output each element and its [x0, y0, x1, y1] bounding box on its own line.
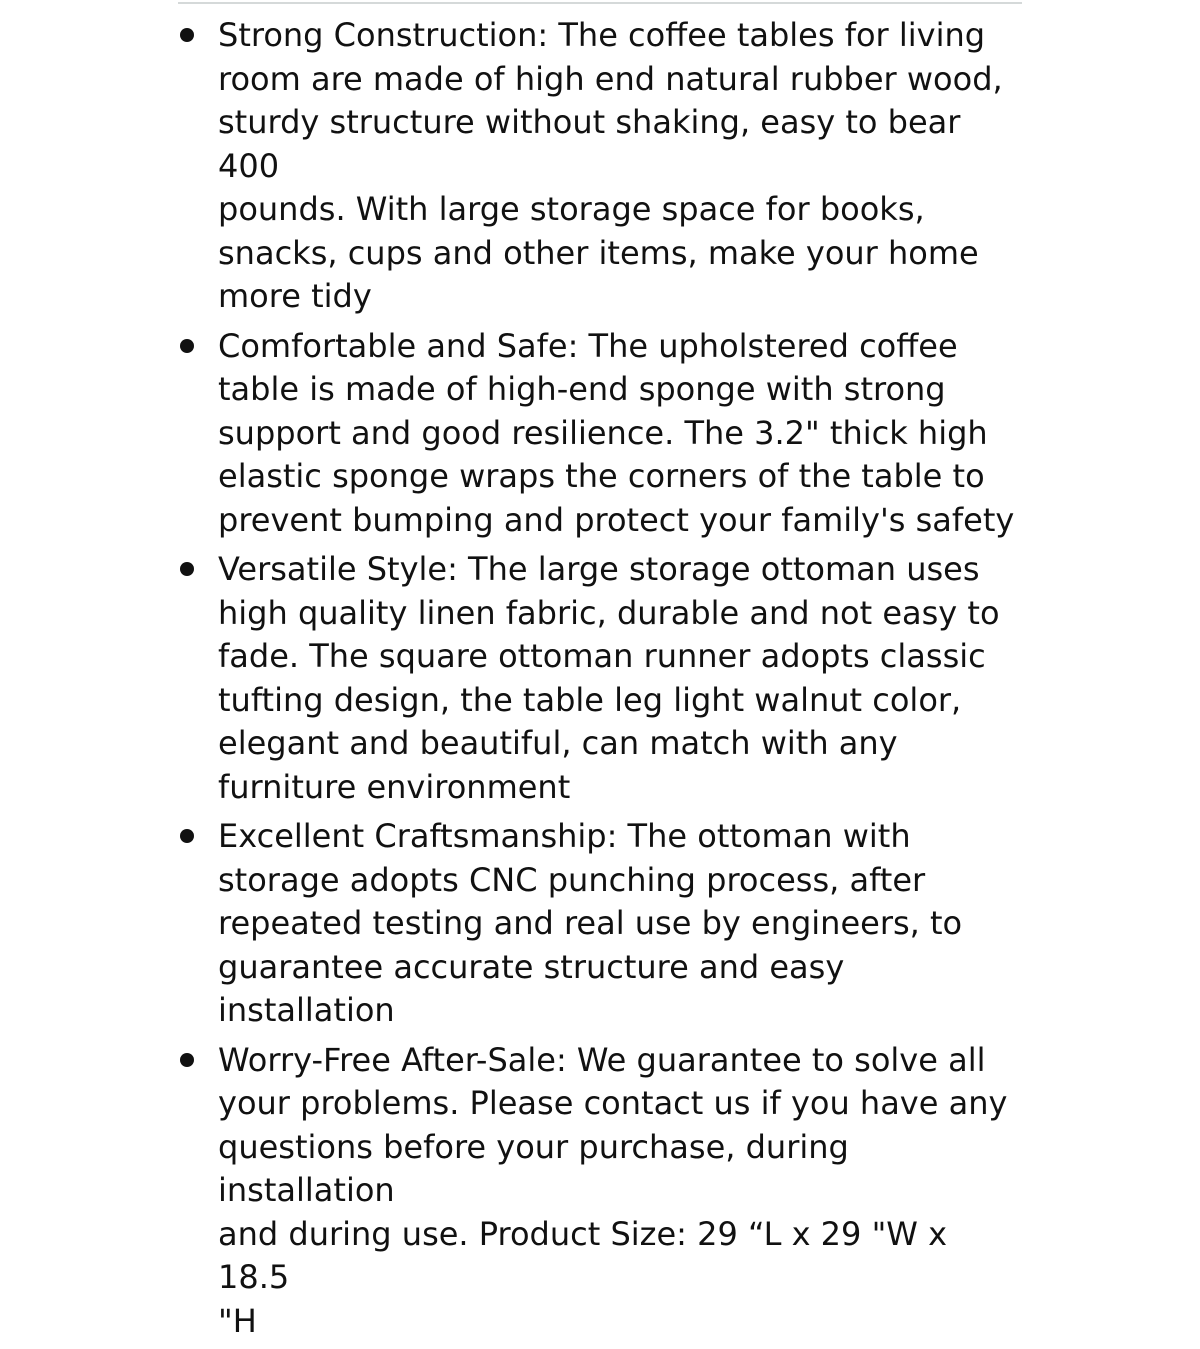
bullet-icon	[180, 1053, 194, 1067]
list-item	[0, 815, 1018, 1033]
list-item	[0, 325, 1018, 543]
feature-text: Worry-Free After-Sale: We guarantee to solve all your problems. Please contact us if you have any questions before your purchase, during installation and during use. Product Size: 29 “L x 29 "W x 18.5 "H	[218, 1040, 1008, 1340]
list-item	[0, 1039, 1018, 1344]
list-item	[0, 14, 1018, 319]
bullet-icon	[180, 28, 194, 42]
bullet-icon	[180, 829, 194, 843]
feature-text: Strong Construction: The coffee tables for living room are made of high end natural rubber wood, sturdy structure without shaking, easy to bear 400 pounds. With large storage space for books, snacks, cups and other items, make your home more tidy	[218, 16, 1003, 315]
top-divider	[178, 2, 1022, 4]
feature-text: Versatile Style: The large storage ottoman uses high quality linen fabric, durable and not easy to fade. The square ottoman runner adopts classic tufting design, the table leg light walnut color, elegant and beautiful, can match with any furniture environment	[218, 550, 1000, 806]
feature-text: Excellent Craftsmanship: The ottoman with storage adopts CNC punching process, after repeated testing and real use by engineers, to guarantee accurate structure and easy installation	[218, 817, 963, 1029]
feature-text: Comfortable and Safe: The upholstered coffee table is made of high-end sponge with strong support and good resilience. The 3.2" thick high elastic sponge wraps the corners of the table to prevent bumping and protect your family's safety	[218, 326, 1015, 539]
bullet-icon	[180, 562, 194, 576]
bullet-icon	[180, 339, 194, 353]
list-item	[0, 548, 1018, 809]
feature-bullet-list	[0, 14, 1200, 1349]
